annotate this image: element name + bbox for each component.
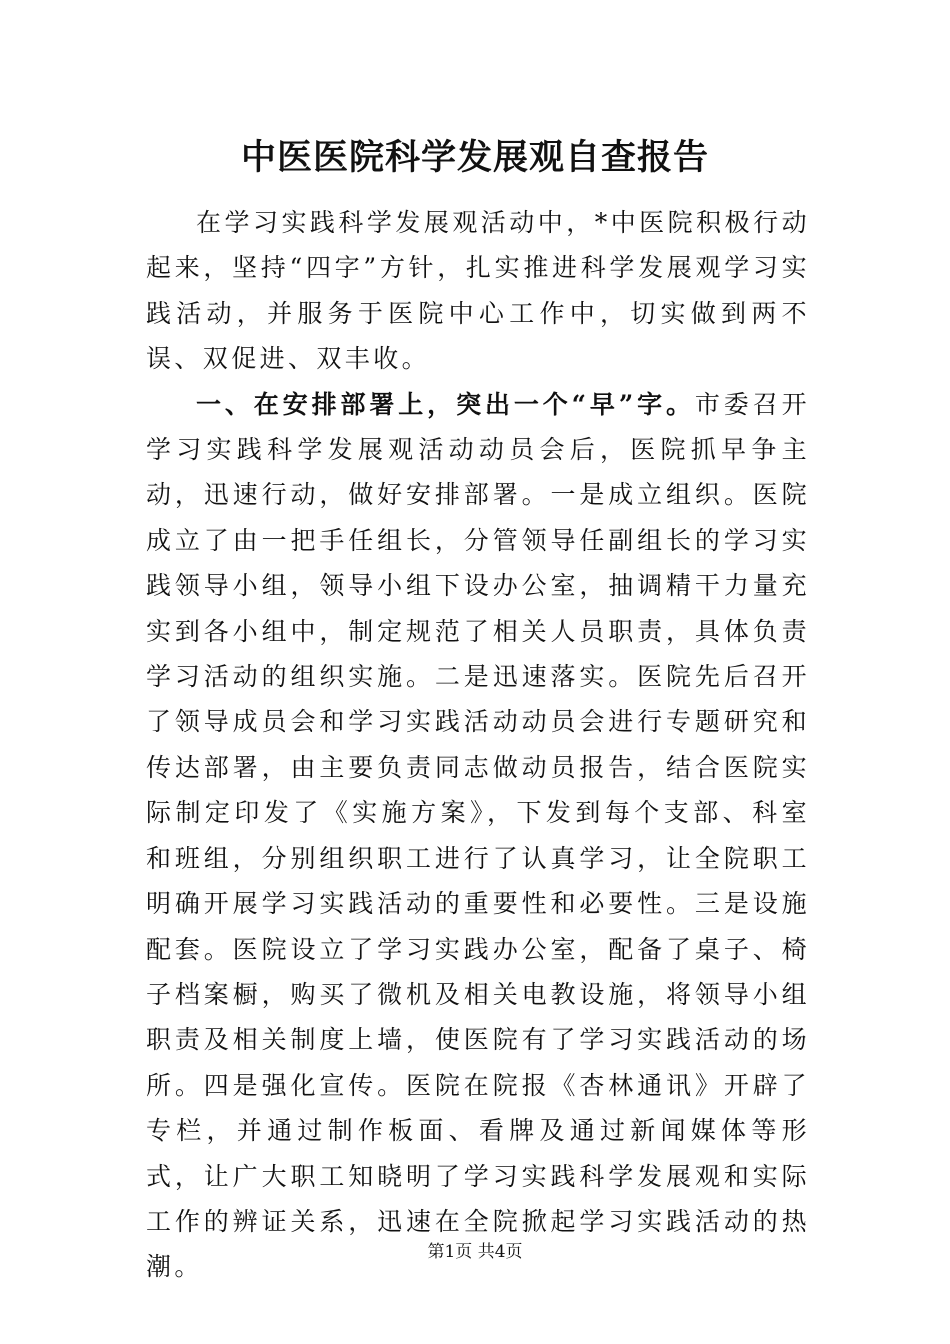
- document-title: 中医医院科学发展观自查报告: [240, 137, 709, 178]
- page-footer: 第1页 共4页: [427, 1242, 523, 1262]
- section-one-heading: 一、在安排部署上，突出一个“早”字。: [196, 389, 695, 419]
- document-body: [146, 200, 810, 1290]
- paragraph-section-one: [146, 382, 810, 1290]
- section-one-text: 市委召开学习实践科学发展观活动动员会后，医院抓早争主动，迅速行动，做好安排部署。一是成立组织。医院成立了由一把手任组长，分管领导任副组长的学习实践领导小组，领导小组下设办公室，抽调精干力量充实到各小组中，制定规范了相关人员职责，具体负责学习活动的组织实施。二是迅速落实。医院先后召开了领导成员会和学习实践活动动员会进行专题研究和传达部署，由主要负责同志做动员报告，结合医院实际制定印发了《实施方案》，下发到每个支部、科室和班组，分别组织职工进行了认真学习，让全院职工明确开展学习实践活动的重要性和必要性。三是设施配套。医院设立了学习实践办公室，配备了桌子、椅子档案橱，购买了微机及相关电教设施，将领导小组职责及相关制度上墙，使医院有了学习实践活动的场所。四是强化宣传。医院在院报《杏林通讯》开辟了专栏，并通过制作板面、看牌及通过新闻媒体等形式，让广大职工知晓明了学习实践科学发展观和实际工作的辨证关系，迅速在全院掀起学习实践活动的热潮。: [146, 389, 810, 1282]
- paragraph-intro-text: 在学习实践科学发展观活动中，*中医院积极行动起来，坚持“四字”方针，扎实推进科学发展观学习实践活动，并服务于医院中心工作中，切实做到两不误、双促进、双丰收。: [146, 208, 810, 374]
- paragraph-intro: [146, 200, 810, 382]
